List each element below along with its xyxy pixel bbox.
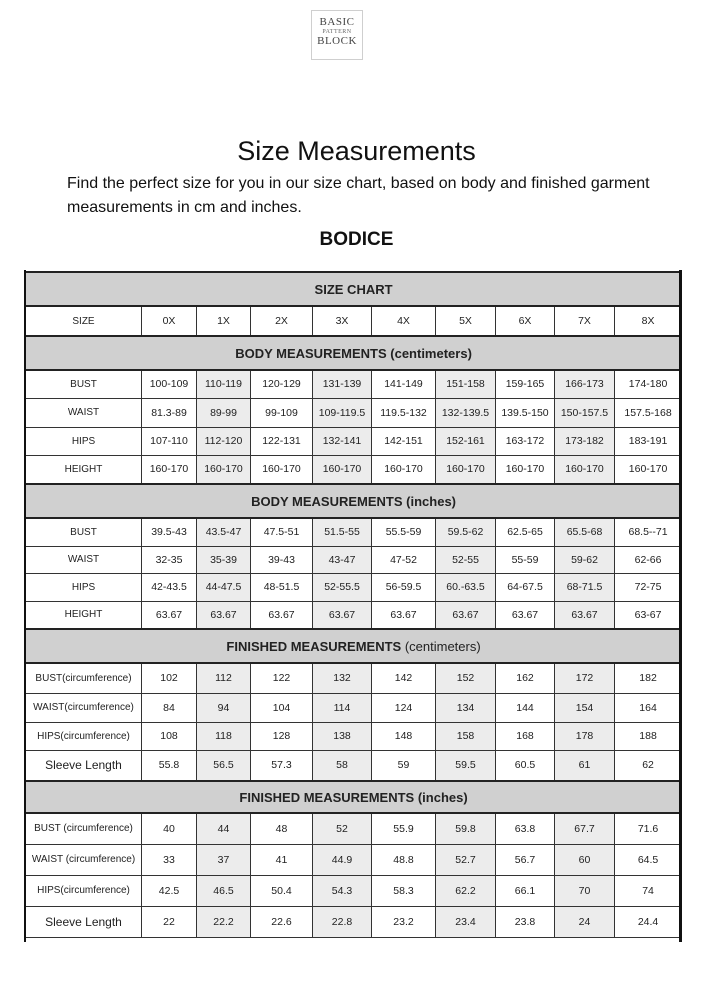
table-cell: 60	[555, 844, 615, 875]
row-label: WAIST (circumference)	[26, 844, 142, 875]
table-cell: 22.6	[251, 906, 313, 937]
table-cell: 68-71.5	[555, 573, 615, 601]
table-cell: 44	[197, 813, 251, 844]
table-cell: 59	[372, 750, 436, 781]
table-cell: 55.9	[372, 813, 436, 844]
group-header-3-title: FINISHED MEASUREMENTS	[239, 789, 415, 805]
row-label: BUST (circumference)	[26, 813, 142, 844]
table-cell: 134	[436, 693, 496, 722]
brand-logo	[311, 10, 363, 60]
table-cell: 42-43.5	[142, 573, 197, 601]
size-header-cell: 8X	[615, 306, 682, 336]
table-cell: 43.5-47	[197, 518, 251, 546]
table-cell: 43-47	[313, 546, 372, 573]
table-row	[26, 693, 682, 722]
table-row	[26, 398, 682, 427]
table-row	[26, 906, 682, 937]
table-cell: 59-62	[555, 546, 615, 573]
table-cell: 172	[555, 663, 615, 693]
table-cell: 119.5-132	[372, 398, 436, 427]
table-cell: 154	[555, 693, 615, 722]
row-label: BUST(circumference)	[26, 663, 142, 693]
table-cell: 55.5-59	[372, 518, 436, 546]
table-cell: 72-75	[615, 573, 682, 601]
table-row	[26, 370, 682, 398]
size-header-label: SIZE	[26, 306, 142, 336]
table-cell: 63.67	[251, 601, 313, 629]
table-cell: 166-173	[555, 370, 615, 398]
table-cell: 39-43	[251, 546, 313, 573]
group-header-3-cell	[26, 781, 682, 813]
table-cell: 37	[197, 844, 251, 875]
table-cell: 63.67	[436, 601, 496, 629]
table-cell: 52-55.5	[313, 573, 372, 601]
group-header-3-unit: (inches)	[417, 789, 468, 805]
table-cell: 55.8	[142, 750, 197, 781]
table-cell: 41	[251, 844, 313, 875]
table-cell: 157.5-168	[615, 398, 682, 427]
table-row	[26, 663, 682, 693]
table-cell: 23.4	[436, 906, 496, 937]
table-cell: 158	[436, 722, 496, 750]
table-cell: 59.5	[436, 750, 496, 781]
page-title: Size Measurements	[237, 136, 476, 166]
table-cell: 44-47.5	[197, 573, 251, 601]
table-cell: 58.3	[372, 875, 436, 906]
intro-text: Find the perfect size for you in our size chart, based on body and finished garment measurements in cm and inches.	[67, 175, 650, 216]
table-row	[26, 518, 682, 546]
table-row	[26, 750, 682, 781]
group-header-2	[26, 629, 682, 663]
table-cell: 173-182	[555, 427, 615, 455]
group-header-0-title: BODY MEASUREMENTS	[235, 345, 387, 361]
table-cell: 108	[142, 722, 197, 750]
table-cell: 42.5	[142, 875, 197, 906]
table-cell: 63.8	[496, 813, 555, 844]
table-cell: 142-151	[372, 427, 436, 455]
table-cell: 65.5-68	[555, 518, 615, 546]
size-header-cell: 6X	[496, 306, 555, 336]
table-cell: 142	[372, 663, 436, 693]
row-label: BUST	[26, 370, 142, 398]
table-cell: 47-52	[372, 546, 436, 573]
table-cell: 63.67	[142, 601, 197, 629]
table-cell: 51.5-55	[313, 518, 372, 546]
table-cell: 56.5	[197, 750, 251, 781]
row-label: HEIGHT	[26, 455, 142, 484]
table-cell: 94	[197, 693, 251, 722]
table-cell: 32-35	[142, 546, 197, 573]
table-cell: 122-131	[251, 427, 313, 455]
table-cell: 160-170	[496, 455, 555, 484]
table-cell: 22.2	[197, 906, 251, 937]
size-header-cell: 0X	[142, 306, 197, 336]
size-chart-header	[26, 272, 682, 306]
table-cell: 33	[142, 844, 197, 875]
table-row	[26, 844, 682, 875]
table-cell: 160-170	[615, 455, 682, 484]
table-cell: 56.7	[496, 844, 555, 875]
logo-line-1: BASIC	[319, 16, 355, 28]
row-label: HIPS(circumference)	[26, 722, 142, 750]
table-cell: 112-120	[197, 427, 251, 455]
table-row	[26, 427, 682, 455]
table-cell: 160-170	[436, 455, 496, 484]
table-cell: 112	[197, 663, 251, 693]
table-cell: 52.7	[436, 844, 496, 875]
table-cell: 139.5-150	[496, 398, 555, 427]
section-heading: BODICE	[319, 229, 394, 250]
size-header-cell: 5X	[436, 306, 496, 336]
group-header-3	[26, 781, 682, 813]
group-header-2-cell	[26, 629, 682, 663]
table-cell: 124	[372, 693, 436, 722]
table-cell: 144	[496, 693, 555, 722]
table-cell: 151-158	[436, 370, 496, 398]
table-cell: 160-170	[555, 455, 615, 484]
row-label: HIPS(circumference)	[26, 875, 142, 906]
table-cell: 64-67.5	[496, 573, 555, 601]
table-cell: 35-39	[197, 546, 251, 573]
table-cell: 163-172	[496, 427, 555, 455]
group-header-1	[26, 484, 682, 518]
table-cell: 46.5	[197, 875, 251, 906]
table-cell: 118	[197, 722, 251, 750]
logo-line-2: PATTERN	[322, 29, 352, 35]
row-label: HIPS	[26, 573, 142, 601]
table-cell: 160-170	[197, 455, 251, 484]
table-cell: 160-170	[372, 455, 436, 484]
table-cell: 109-119.5	[313, 398, 372, 427]
table-cell: 81.3-89	[142, 398, 197, 427]
size-header-row	[26, 306, 682, 336]
table-cell: 50.4	[251, 875, 313, 906]
group-header-1-title: BODY MEASUREMENTS	[251, 493, 403, 509]
table-row	[26, 546, 682, 573]
table-cell: 150-157.5	[555, 398, 615, 427]
table-cell: 60.5	[496, 750, 555, 781]
table-cell: 63.67	[496, 601, 555, 629]
row-label: WAIST(circumference)	[26, 693, 142, 722]
table-cell: 63.67	[372, 601, 436, 629]
table-cell: 60.-63.5	[436, 573, 496, 601]
row-label: WAIST	[26, 398, 142, 427]
table-cell: 56-59.5	[372, 573, 436, 601]
table-cell: 23.8	[496, 906, 555, 937]
table-cell: 48.8	[372, 844, 436, 875]
table-cell: 159-165	[496, 370, 555, 398]
table-cell: 120-129	[251, 370, 313, 398]
size-header-cell: 4X	[372, 306, 436, 336]
table-cell: 160-170	[251, 455, 313, 484]
table-cell: 162	[496, 663, 555, 693]
table-cell: 59.8	[436, 813, 496, 844]
table-cell: 71.6	[615, 813, 682, 844]
table-cell: 62.2	[436, 875, 496, 906]
table-cell: 68.5--71	[615, 518, 682, 546]
table-cell: 66.1	[496, 875, 555, 906]
size-header-cell: 2X	[251, 306, 313, 336]
table-cell: 110-119	[197, 370, 251, 398]
table-cell: 62.5-65	[496, 518, 555, 546]
table-cell: 70	[555, 875, 615, 906]
table-cell: 160-170	[142, 455, 197, 484]
row-label: HIPS	[26, 427, 142, 455]
table-cell: 22	[142, 906, 197, 937]
table-cell: 138	[313, 722, 372, 750]
table-cell: 24.4	[615, 906, 682, 937]
table-cell: 160-170	[313, 455, 372, 484]
size-chart-table	[25, 271, 682, 938]
table-cell: 84	[142, 693, 197, 722]
table-cell: 132-139.5	[436, 398, 496, 427]
size-chart-header-title: SIZE CHART	[314, 281, 393, 297]
table-cell: 62-66	[615, 546, 682, 573]
table-row	[26, 722, 682, 750]
table-row	[26, 875, 682, 906]
table-cell: 22.8	[313, 906, 372, 937]
size-header-cell: 3X	[313, 306, 372, 336]
table-cell: 48-51.5	[251, 573, 313, 601]
table-cell: 178	[555, 722, 615, 750]
table-cell: 122	[251, 663, 313, 693]
table-cell: 58	[313, 750, 372, 781]
group-header-2-unit: (centimeters)	[404, 638, 481, 654]
table-cell: 107-110	[142, 427, 197, 455]
row-label: WAIST	[26, 546, 142, 573]
table-cell: 100-109	[142, 370, 197, 398]
table-cell: 141-149	[372, 370, 436, 398]
row-label: Sleeve Length	[26, 906, 142, 937]
table-cell: 40	[142, 813, 197, 844]
table-cell: 99-109	[251, 398, 313, 427]
table-cell: 174-180	[615, 370, 682, 398]
group-header-2-title: FINISHED MEASUREMENTS	[226, 638, 402, 654]
table-cell: 104	[251, 693, 313, 722]
table-cell: 128	[251, 722, 313, 750]
row-label: BUST	[26, 518, 142, 546]
table-cell: 74	[615, 875, 682, 906]
table-cell: 61	[555, 750, 615, 781]
table-cell: 168	[496, 722, 555, 750]
table-cell: 63.67	[197, 601, 251, 629]
table-cell: 62	[615, 750, 682, 781]
table-cell: 52-55	[436, 546, 496, 573]
table-cell: 47.5-51	[251, 518, 313, 546]
group-header-0-cell	[26, 336, 682, 370]
table-cell: 64.5	[615, 844, 682, 875]
table-cell: 183-191	[615, 427, 682, 455]
table-cell: 132-141	[313, 427, 372, 455]
table-cell: 114	[313, 693, 372, 722]
table-cell: 63.67	[555, 601, 615, 629]
table-cell: 152	[436, 663, 496, 693]
table-cell: 54.3	[313, 875, 372, 906]
table-row	[26, 601, 682, 629]
table-cell: 188	[615, 722, 682, 750]
table-cell: 63.67	[313, 601, 372, 629]
table-cell: 131-139	[313, 370, 372, 398]
table-cell: 39.5-43	[142, 518, 197, 546]
table-cell: 55-59	[496, 546, 555, 573]
table-row	[26, 455, 682, 484]
table-cell: 164	[615, 693, 682, 722]
group-header-1-cell	[26, 484, 682, 518]
table-cell: 57.3	[251, 750, 313, 781]
table-cell: 63-67	[615, 601, 682, 629]
table-cell: 102	[142, 663, 197, 693]
table-cell: 67.7	[555, 813, 615, 844]
table-cell: 59.5-62	[436, 518, 496, 546]
table-row	[26, 813, 682, 844]
size-chart-header-cell	[26, 272, 682, 306]
row-label: Sleeve Length	[26, 750, 142, 781]
table-cell: 182	[615, 663, 682, 693]
row-label: HEIGHT	[26, 601, 142, 629]
table-cell: 24	[555, 906, 615, 937]
group-header-0-unit: (centimeters)	[390, 345, 472, 361]
table-cell: 89-99	[197, 398, 251, 427]
group-header-1-unit: (inches)	[406, 493, 456, 509]
size-header-cell: 7X	[555, 306, 615, 336]
table-row	[26, 573, 682, 601]
table-cell: 48	[251, 813, 313, 844]
size-header-cell: 1X	[197, 306, 251, 336]
table-cell: 132	[313, 663, 372, 693]
table-cell: 44.9	[313, 844, 372, 875]
group-header-0	[26, 336, 682, 370]
table-cell: 152-161	[436, 427, 496, 455]
table-cell: 52	[313, 813, 372, 844]
table-cell: 23.2	[372, 906, 436, 937]
table-cell: 148	[372, 722, 436, 750]
logo-line-3: BLOCK	[317, 35, 357, 47]
